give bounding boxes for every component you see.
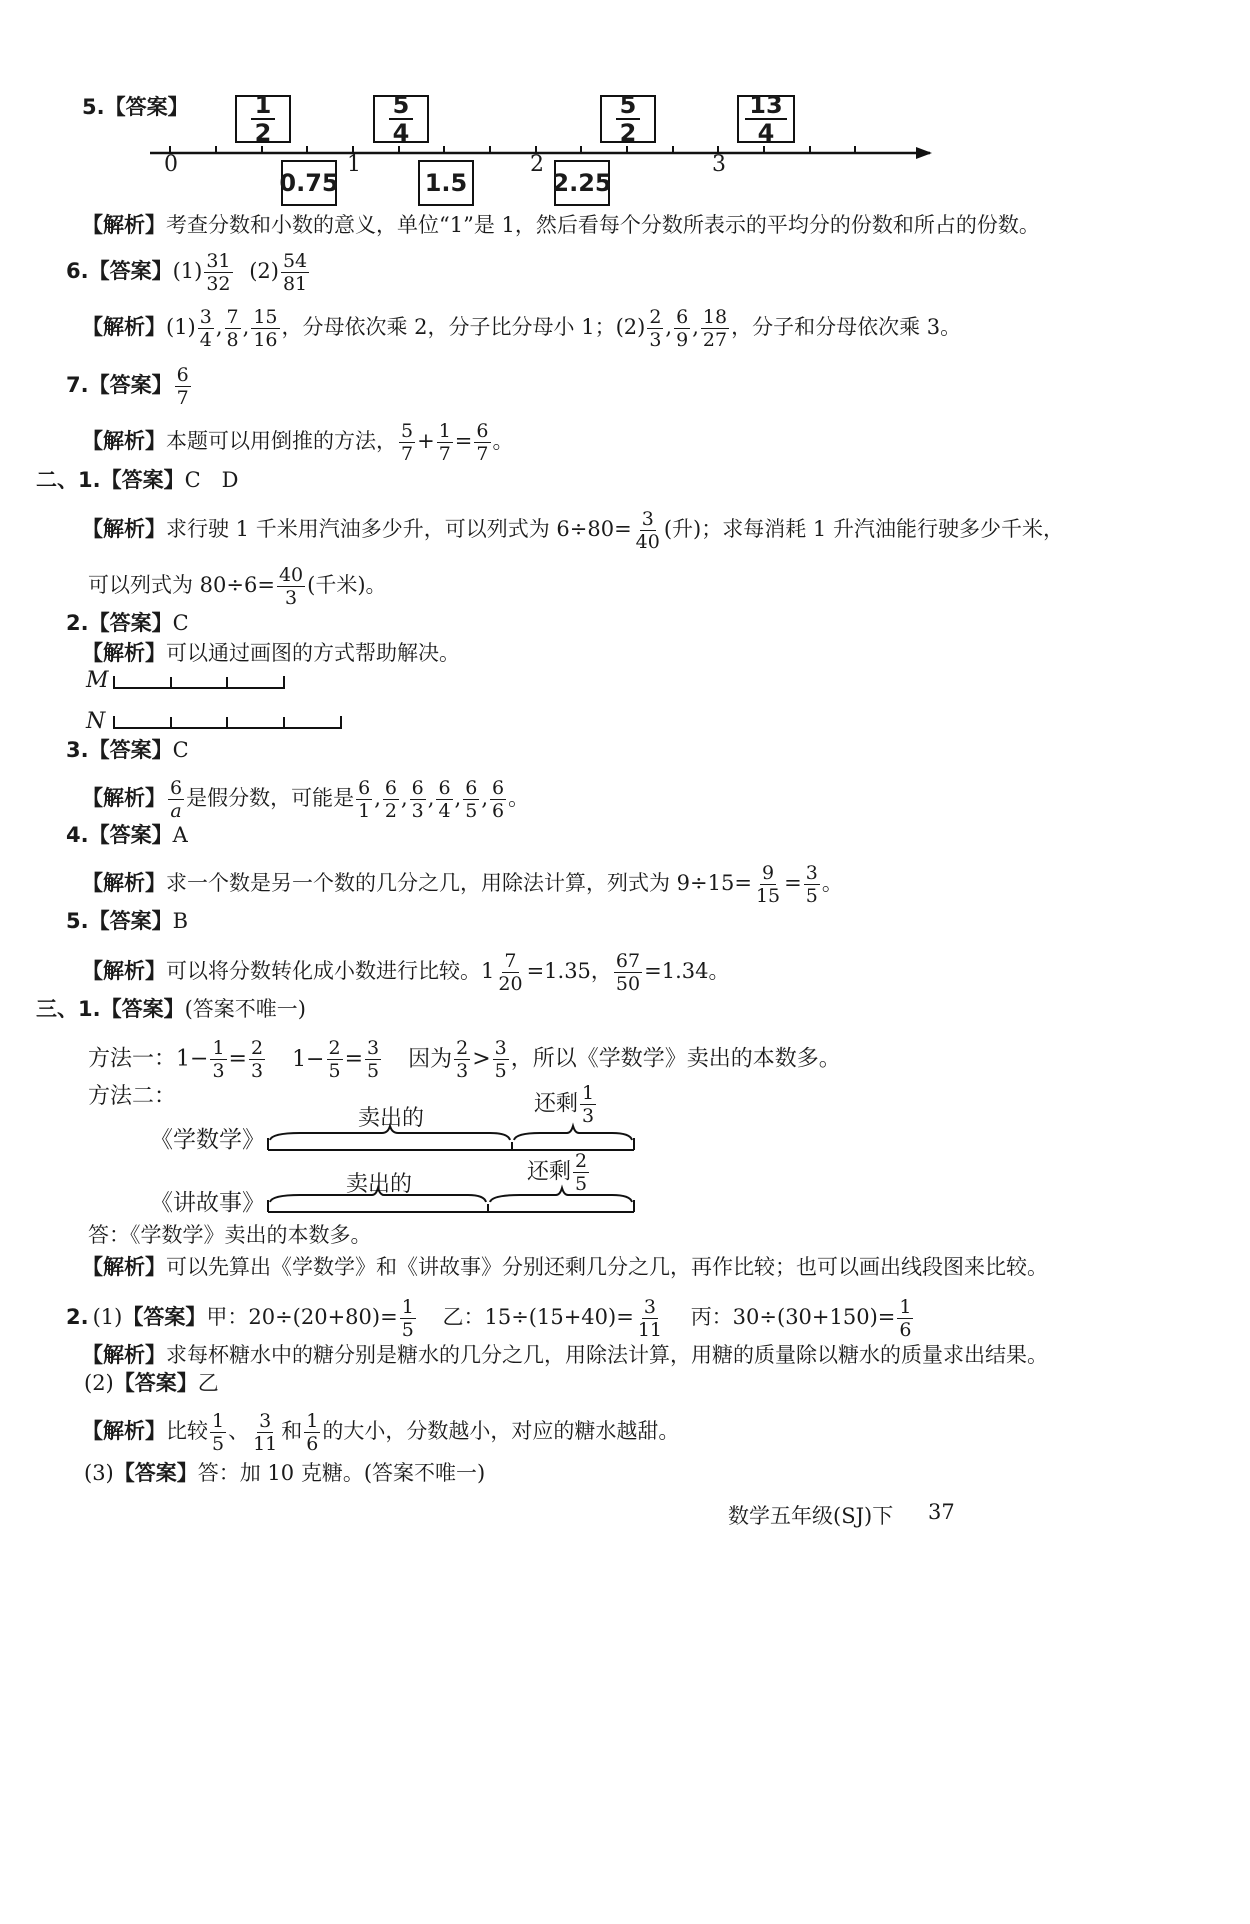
s3q1-conclusion: 答：《学数学》卖出的本数多。 — [88, 1223, 372, 1247]
segment-diagram-mn — [0, 660, 400, 740]
box-dec-0.75: 0.75 — [281, 160, 337, 206]
s2q4-analysis: 【解析】求一个数是另一个数的几分之几，用除法计算，列式为 9÷15= $\frac{9}{15}$ = $\frac{3}{5}$ 。 — [82, 862, 843, 907]
box-frac-1-2: 1 2 — [235, 95, 291, 143]
s3q2-analysis2: 【解析】比较 $\frac{1}{5}$ 、 $\frac{3}{11}$ 和 $\frac{1}{6}$ 的大小，分数越小，对应的糖水越甜。 — [82, 1410, 680, 1455]
sold1-label: 卖出的 — [358, 1106, 425, 1131]
sold2-label: 卖出的 — [346, 1172, 413, 1197]
s3q2-answer2: (2)【答案】乙 — [84, 1371, 219, 1395]
q5-head: 5.【答案】 — [82, 95, 189, 119]
tick-3: 3 — [712, 152, 726, 177]
m-label: M — [86, 668, 109, 693]
box-frac-5-2: 5 2 — [600, 95, 656, 143]
s3q1-method1: 方法一：1− $\frac{1}{3}$ = $\frac{2}{3}$ 1− $\frac{2}{5}$ = $\frac{3}{5}$ 因为 $\frac{2}{3}$ > $\frac{3}{5}$ ，所以《学数学》卖出的本数多。 — [88, 1037, 841, 1082]
s2q1-analysis: 【解析】求行驶 1 千米用汽油多少升，可以列式为 6÷80= $\frac{3}{40}$ (升)；求每消耗 1 升汽油能行驶多少千米， — [82, 508, 1064, 553]
s3q2-answer3: (3)【答案】答：加 10 克糖。(答案不唯一) — [84, 1461, 486, 1485]
q5-analysis: 【解析】考查分数和小数的意义，单位“1”是 1，然后看每个分数所表示的平均分的份数和所占的份数。 — [82, 213, 1040, 237]
s3q1-answer: 三、1.【答案】(答案不唯一) — [36, 997, 306, 1021]
box-frac-5-4: 5 4 — [373, 95, 429, 143]
book1-label: 《学数学》 — [150, 1127, 265, 1153]
tick-0: 0 — [164, 152, 178, 177]
s3q2-answer1: 2. (1)【答案】甲：20÷(20+80)= $\frac{1}{5}$ 乙：15÷(15+40)= $\frac{3}{11}$ 丙：30÷(30+150)= $\frac{1}{6}$ — [66, 1296, 912, 1341]
book2-label: 《讲故事》 — [150, 1190, 265, 1216]
box-frac-13-4: 13 4 — [737, 95, 795, 143]
s2q3-answer: 3.【答案】C — [66, 738, 189, 762]
left1-label: 还剩 $\frac{1}{3}$ — [534, 1082, 595, 1127]
s2q5-answer: 5.【答案】B — [66, 909, 189, 933]
footer-subject: 数学五年级(SJ)下 — [728, 1504, 894, 1528]
s2q4-answer: 4.【答案】A — [66, 823, 188, 847]
s2q5-analysis: 【解析】可以将分数转化成小数进行比较。1 $\frac{7}{20}$ =1.35， $\frac{67}{50}$ =1.34。 — [82, 950, 730, 995]
s3q1-method2: 方法二： — [88, 1084, 177, 1109]
s3q1-analysis: 【解析】可以先算出《学数学》和《讲故事》分别还剩几分之几，再作比较；也可以画出线段图来比较。 — [82, 1255, 1048, 1279]
tick-1: 1 — [347, 152, 361, 177]
box-dec-1.5: 1.5 — [418, 160, 474, 206]
s2q2-answer: 2.【答案】C — [66, 611, 189, 635]
segment-diagram-books — [0, 1120, 700, 1220]
q6-analysis: 【解析】(1) $\frac{3}{4}$ , $\frac{7}{8}$ , $\frac{15}{16}$ ，分母依次乘 2，分子比分母小 1；(2) $\frac{2}{3}$ , $\frac{6}{9}$ , $\frac{18}{27}$ ，分子和分母依次乘 3。 — [82, 306, 962, 351]
page-number: 37 — [928, 1500, 955, 1524]
left2-label: 还剩 $\frac{2}{5}$ — [527, 1150, 588, 1195]
q6-answer: 6.【答案】(1) $\frac{31}{32}$ (2) $\frac{54}{81}$ — [66, 250, 308, 295]
s2q1-answer: 二、1.【答案】C D — [36, 468, 239, 492]
q7-analysis: 【解析】本题可以用倒推的方法， $\frac{5}{7}$ + $\frac{1}{7}$ = $\frac{6}{7}$ 。 — [82, 420, 514, 465]
s3q2-analysis1: 【解析】求每杯糖水中的糖分别是糖水的几分之几，用除法计算，用糖的质量除以糖水的质量求出结果。 — [82, 1343, 1048, 1367]
tick-2: 2 — [530, 152, 544, 177]
box-dec-2.25: 2.25 — [554, 160, 610, 206]
q7-answer: 7.【答案】 $\frac{6}{7}$ — [66, 364, 189, 409]
n-label: N — [86, 709, 106, 734]
s2q2-analysis: 【解析】可以通过画图的方式帮助解决。 — [82, 641, 460, 665]
s2q1-analysis-cont: 可以列式为 80÷6= $\frac{40}{3}$ (千米)。 — [88, 564, 387, 609]
s2q3-analysis: 【解析】 $\frac{6}{a}$ 是假分数，可能是 $\frac{6}{1}$ , $\frac{6}{2}$ , $\frac{6}{3}$ , $\frac{6}{4}$ , $\frac{6}{5}$ , $\frac{6}{6}$ 。 — [82, 777, 530, 822]
